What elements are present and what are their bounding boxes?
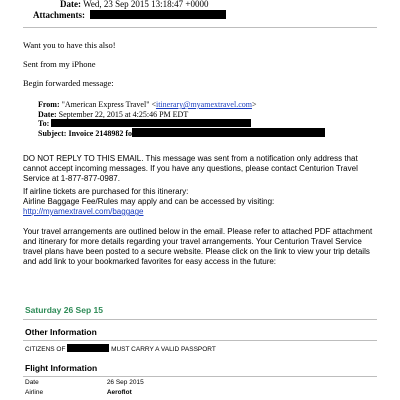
header-divider (23, 27, 377, 28)
forwarded-date-row (38, 110, 188, 119)
redaction-bar (132, 128, 325, 137)
forwarded-date-label: Date: (38, 110, 57, 119)
redaction-bar (51, 119, 251, 127)
email-attachments-label: Attachments: (33, 10, 85, 20)
airline-paragraph (23, 187, 274, 217)
citizens-row (25, 344, 216, 353)
arrangements-line: Your travel arrangements are outlined below in the email. Please refer to attached PDF attachment (23, 227, 373, 236)
airline-line: If airline tickets are purchased for this itinerary: (23, 187, 189, 196)
intro-line-1: Want you to have this also! (23, 40, 116, 50)
arrangements-line: and add link to your bookmarked favorites for easy access in the future: (23, 257, 277, 266)
redaction-bar (67, 344, 109, 352)
day-divider (23, 319, 377, 320)
forwarded-from-row (38, 100, 257, 109)
forwarded-from-label: From: (38, 100, 60, 109)
other-info-divider (23, 340, 377, 341)
flight-info-divider (23, 376, 377, 377)
forwarded-subject-value: Invoice 2148982 fo (68, 129, 133, 138)
airline-line: Airline Baggage Fee/Rules may apply and can be accessed by visiting: (23, 197, 275, 206)
baggage-link[interactable]: http://myamextravel.com/baggage (23, 207, 144, 216)
forwarded-from-email-link[interactable]: itinerary@myamextravel.com (155, 100, 252, 109)
forwarded-to-label: To: (38, 119, 50, 128)
forwarded-subject-row (38, 128, 325, 138)
email-attachments-row (33, 10, 226, 20)
intro-line-3: Begin forwarded message: (23, 78, 114, 88)
forwarded-date-value: September 22, 2015 at 4:25:46 PM EDT (58, 110, 189, 119)
forwarded-from-name: "American Express Travel" < (61, 100, 156, 109)
flight-row-label: Airline (25, 389, 44, 396)
flight-info-heading: Flight Information (25, 363, 98, 373)
forwarded-to-row (38, 119, 251, 128)
forwarded-from-close: > (251, 100, 257, 109)
forwarded-subject-label: Subject: (38, 129, 67, 138)
flight-row-value: Aeroflot (106, 389, 132, 396)
email-date-value: Wed, 23 Sep 2015 13:18:47 +0000 (83, 0, 209, 9)
day-heading: Saturday 26 Sep 15 (25, 305, 103, 315)
notice-paragraph (23, 154, 358, 184)
intro-line-2: Sent from my iPhone (23, 59, 96, 69)
flight-row-value: 26 Sep 2015 (106, 379, 144, 386)
arrangements-line: travel plans have been posted to a secure website. Please click on the link to view your trip details (23, 247, 370, 256)
notice-line: cannot accept incoming messages. If you have any questions, please contact Centurion Travel (23, 164, 358, 173)
flight-row (25, 389, 132, 396)
email-date-label: Date: (60, 0, 81, 9)
flight-row-label: Date (25, 379, 39, 386)
notice-line: Service at 1-877-877-0987. (23, 174, 120, 183)
flight-row (25, 379, 144, 386)
citizens-prefix: CITIZENS OF (25, 346, 66, 353)
notice-line: DO NOT REPLY TO THIS EMAIL. This message was sent from a notification only address that (23, 154, 358, 163)
arrangements-line: and itinerary for more details regarding your travel arrangements. Your Centurion Travel Service (23, 237, 362, 246)
arrangements-paragraph (23, 227, 372, 267)
email-date-row (60, 0, 208, 9)
citizens-suffix: MUST CARRY A VALID PASSPORT (111, 346, 216, 353)
other-info-heading: Other Information (25, 327, 97, 337)
redaction-bar (90, 10, 226, 19)
